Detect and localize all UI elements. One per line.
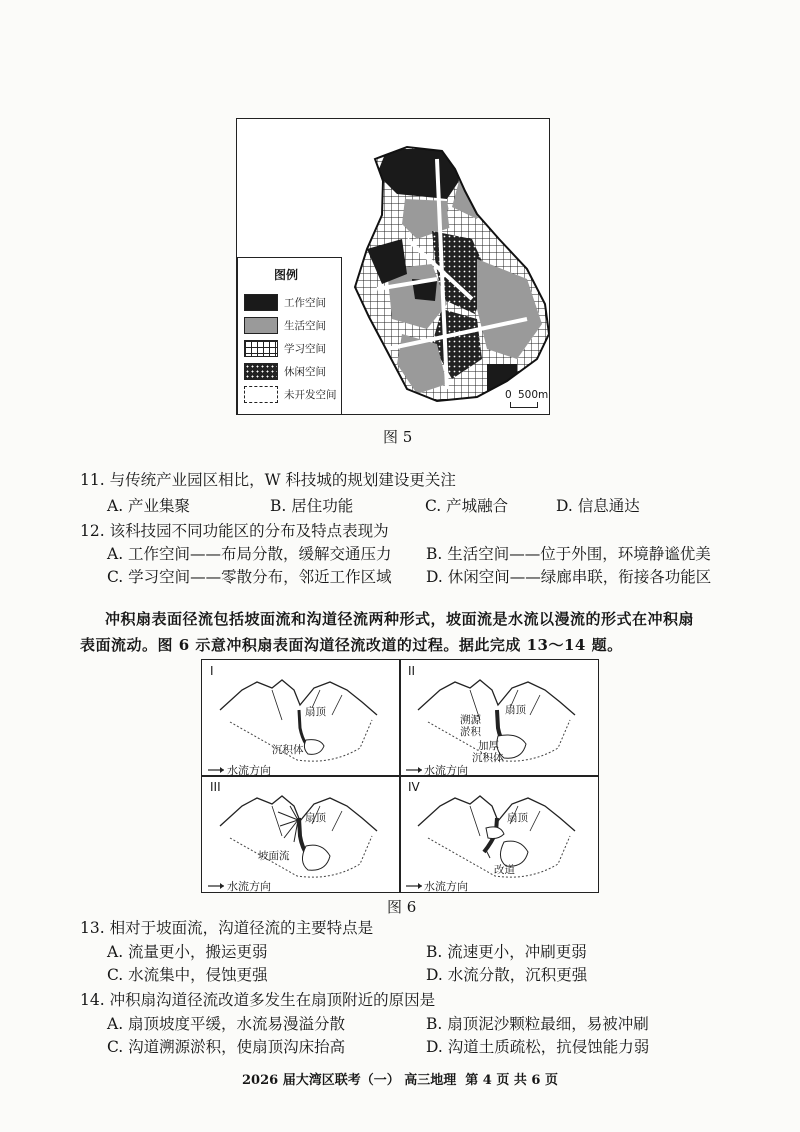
panel-1-label-sediment: 沉积体	[272, 744, 304, 756]
scale-label: 500m	[518, 389, 549, 401]
q12-stem: 12. 该科技园不同功能区的分布及特点表现为	[80, 522, 389, 540]
q11-option-b: B. 居住功能	[270, 497, 354, 515]
legend-swatch-living	[244, 317, 278, 334]
panel-1-roman: I	[210, 664, 214, 678]
q13-option-c: C. 水流集中，侵蚀更强	[107, 966, 268, 984]
legend-label-work: 工作空间	[284, 297, 326, 309]
panel-4-roman: IV	[408, 780, 420, 794]
panel-2-label-apex: 扇顶	[505, 704, 526, 716]
scale-zero: 0	[505, 389, 512, 401]
q11-option-a: A. 产业集聚	[107, 497, 191, 515]
q12-option-d: D. 休闲空间——绿廊串联，衔接各功能区	[426, 568, 712, 586]
q14-stem: 14. 冲积扇沟道径流改道多发生在扇顶附近的原因是	[80, 991, 436, 1009]
page-footer: 2026 届大湾区联考（一） 高三地理 第 4 页 共 6 页	[241, 1073, 558, 1088]
q11-stem: 11. 与传统产业园区相比，W 科技城的规划建设更关注	[80, 471, 456, 489]
map-zones	[347, 139, 549, 409]
intro-line-1: 冲积扇表面径流包括坡面流和沟道径流两种形式，坡面流是水流以漫流的形式在冲积扇	[105, 610, 695, 628]
panel-2-label-sediment: 沉积体	[472, 752, 504, 764]
q13-option-b: B. 流速更小，冲刷更弱	[426, 943, 587, 961]
q13-stem: 13. 相对于坡面流，沟道径流的主要特点是	[80, 919, 374, 937]
q12-option-a: A. 工作空间——布局分散，缓解交通压力	[107, 545, 392, 563]
panel-2-label-silt: 淤积	[460, 726, 481, 738]
legend-title: 图例	[274, 268, 299, 282]
figure-6	[201, 659, 599, 893]
legend-label-study: 学习空间	[284, 343, 326, 355]
panel-4-label-diversion: 改道	[494, 864, 515, 876]
figure-5-frame	[236, 118, 550, 415]
q13-option-a: A. 流量更小，搬运更弱	[107, 943, 268, 961]
q12-option-b: B. 生活空间——位于外围，环境静谧优美	[426, 545, 711, 563]
panel-3-roman: III	[210, 780, 221, 794]
legend-swatch-leisure	[244, 363, 278, 380]
q14-option-b: B. 扇顶泥沙颗粒最细，易被冲刷	[426, 1015, 649, 1033]
panel-3-label-apex: 扇顶	[305, 812, 326, 824]
q13-option-d: D. 水流分散，沉积更强	[426, 966, 588, 984]
legend-label-undeveloped: 未开发空间	[284, 389, 337, 401]
map-legend	[237, 257, 342, 415]
figure-6-caption: 图 6	[387, 898, 417, 916]
panel-2-label-retro: 溯源	[460, 714, 481, 726]
panel-4-flow-label: 水流方向	[424, 880, 468, 893]
scale-bar	[510, 402, 538, 408]
panel-1-flow-label: 水流方向	[227, 764, 271, 777]
panel-3-diagram	[202, 776, 399, 891]
intro-line-2: 表面流动。图 6 示意冲积扇表面沟道径流改道的过程。据此完成 13～14 题。	[80, 636, 623, 654]
legend-label-leisure: 休闲空间	[284, 366, 326, 378]
q12-option-c: C. 学习空间——零散分布，邻近工作区域	[107, 568, 392, 586]
panel-3-flow-label: 水流方向	[227, 880, 271, 893]
q14-option-a: A. 扇顶坡度平缓，水流易漫溢分散	[107, 1015, 346, 1033]
panel-3-label-overland: 坡面流	[258, 850, 290, 862]
figure-5-caption: 图 5	[383, 428, 413, 446]
q11-option-d: D. 信息通达	[556, 497, 640, 515]
panel-4-label-apex: 扇顶	[507, 812, 528, 824]
panel-1-diagram	[202, 660, 399, 775]
q14-option-c: C. 沟道溯源淤积，使扇顶沟床抬高	[107, 1038, 346, 1056]
legend-swatch-work	[244, 294, 278, 311]
panel-2-label-thicken: 加厚	[478, 740, 499, 752]
panel-1-label-apex: 扇顶	[305, 706, 326, 718]
legend-swatch-undeveloped	[244, 386, 278, 403]
panel-2-flow-label: 水流方向	[424, 764, 468, 777]
panel-2-roman: II	[408, 664, 416, 678]
legend-label-living: 生活空间	[284, 320, 326, 332]
q14-option-d: D. 沟道土质疏松，抗侵蚀能力弱	[426, 1038, 650, 1056]
legend-swatch-study	[244, 340, 278, 357]
q11-option-c: C. 产城融合	[425, 497, 509, 515]
